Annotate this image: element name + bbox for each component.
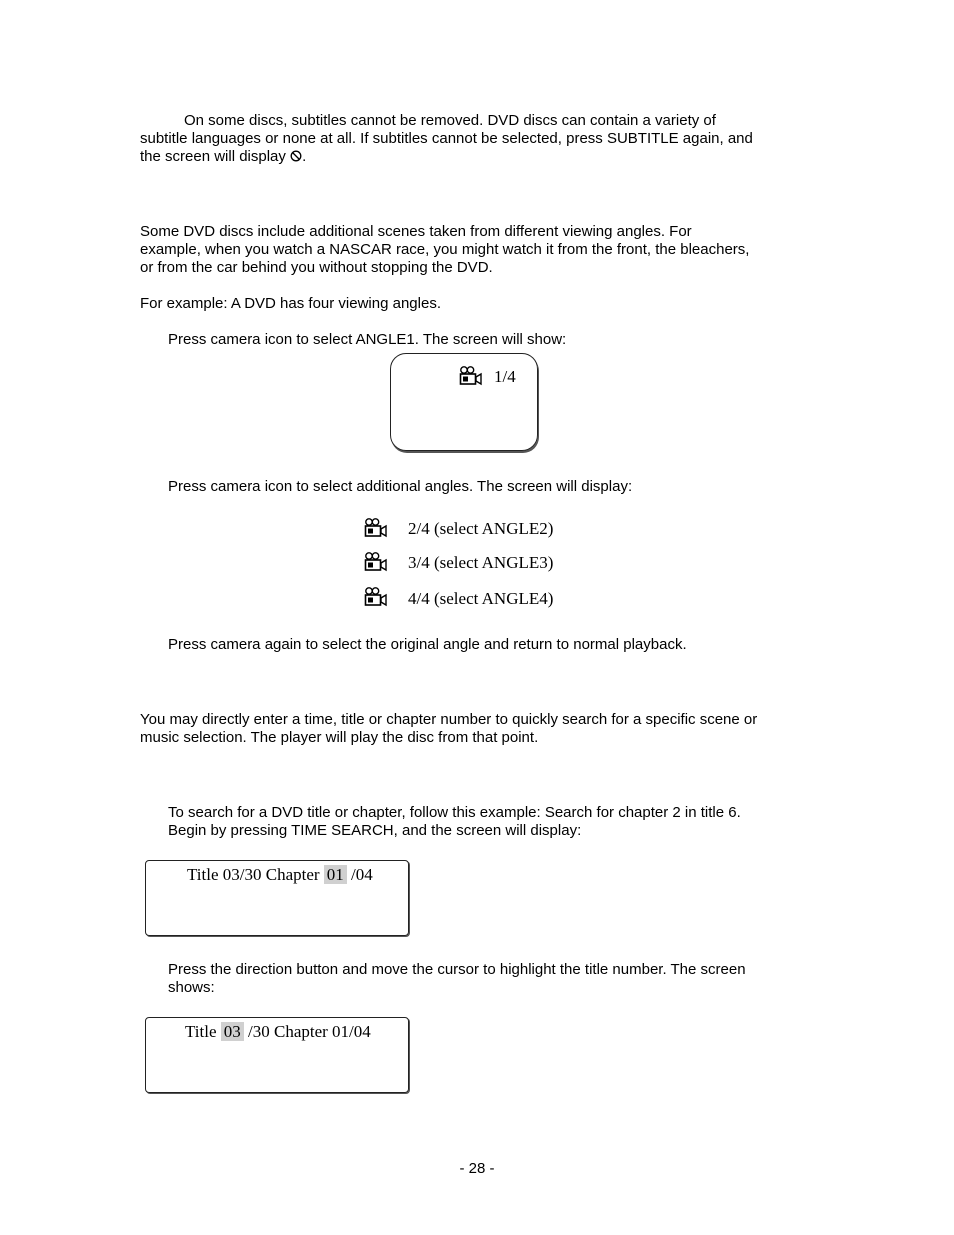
camera-icon bbox=[459, 366, 483, 386]
search-step-2b: shows: bbox=[168, 979, 215, 996]
angle-intro-3: or from the car behind you without stopping the DVD. bbox=[140, 259, 493, 276]
subtitle-line-3-end: . bbox=[302, 148, 307, 165]
camera-icon bbox=[364, 552, 388, 572]
search-screen-2-suffix: /30 Chapter 01/04 bbox=[243, 1022, 371, 1041]
angle-step-1: Press camera icon to select ANGLE1. The screen will show: bbox=[168, 331, 567, 348]
camera-icon bbox=[364, 518, 388, 538]
angle-example: For example: A DVD has four viewing angles. bbox=[140, 295, 441, 312]
search-step-2a: Press the direction button and move the cursor to highlight the title number. The screen bbox=[168, 961, 746, 978]
angle-intro-2: example, when you watch a NASCAR race, you might watch it from the front, the bleachers, bbox=[140, 241, 750, 258]
search-step-1a: To search for a DVD title or chapter, follow this example: Search for chapter 2 in title 6. bbox=[168, 804, 741, 821]
highlighted-title-field: 03 bbox=[221, 1022, 244, 1041]
subtitle-line-1: On some discs, subtitles cannot be removed. DVD discs can contain a variety of bbox=[184, 112, 716, 129]
search-intro-2: music selection. The player will play the disc from that point. bbox=[140, 729, 539, 746]
search-step-1b: Begin by pressing TIME SEARCH, and the screen will display: bbox=[168, 822, 582, 839]
search-intro-1: You may directly enter a time, title or chapter number to quickly search for a specific scene or bbox=[140, 711, 758, 728]
angle-screen-value: 1/4 bbox=[494, 367, 516, 386]
camera-icon bbox=[364, 587, 388, 607]
angle-step-2: Press camera icon to select additional angles. The screen will display: bbox=[168, 478, 633, 495]
angle-option-3: 3/4 (select ANGLE3) bbox=[408, 553, 554, 572]
page-number: - 28 - bbox=[459, 1160, 495, 1177]
subtitle-line-3-text: the screen will display bbox=[140, 148, 291, 165]
angle-step-3: Press camera again to select the original angle and return to normal playback. bbox=[168, 636, 687, 653]
no-symbol-icon bbox=[290, 150, 302, 162]
angle-intro-1: Some DVD discs include additional scenes taken from different viewing angles. For bbox=[140, 223, 692, 240]
search-screen-2-prefix: Title bbox=[185, 1022, 221, 1041]
search-screen-1-suffix: /04 bbox=[346, 865, 373, 884]
angle-option-2: 2/4 (select ANGLE2) bbox=[408, 519, 554, 538]
angle-option-4: 4/4 (select ANGLE4) bbox=[408, 589, 554, 608]
search-screen-1-prefix: Title 03/30 Chapter bbox=[187, 865, 324, 884]
search-screen-2-text bbox=[185, 1023, 371, 1041]
subtitle-line-3 bbox=[140, 148, 306, 166]
highlighted-chapter-field: 01 bbox=[324, 865, 347, 884]
subtitle-line-2: subtitle languages or none at all. If subtitles cannot be selected, press SUBTITLE again, and bbox=[140, 130, 753, 147]
search-screen-1-text bbox=[187, 866, 373, 884]
